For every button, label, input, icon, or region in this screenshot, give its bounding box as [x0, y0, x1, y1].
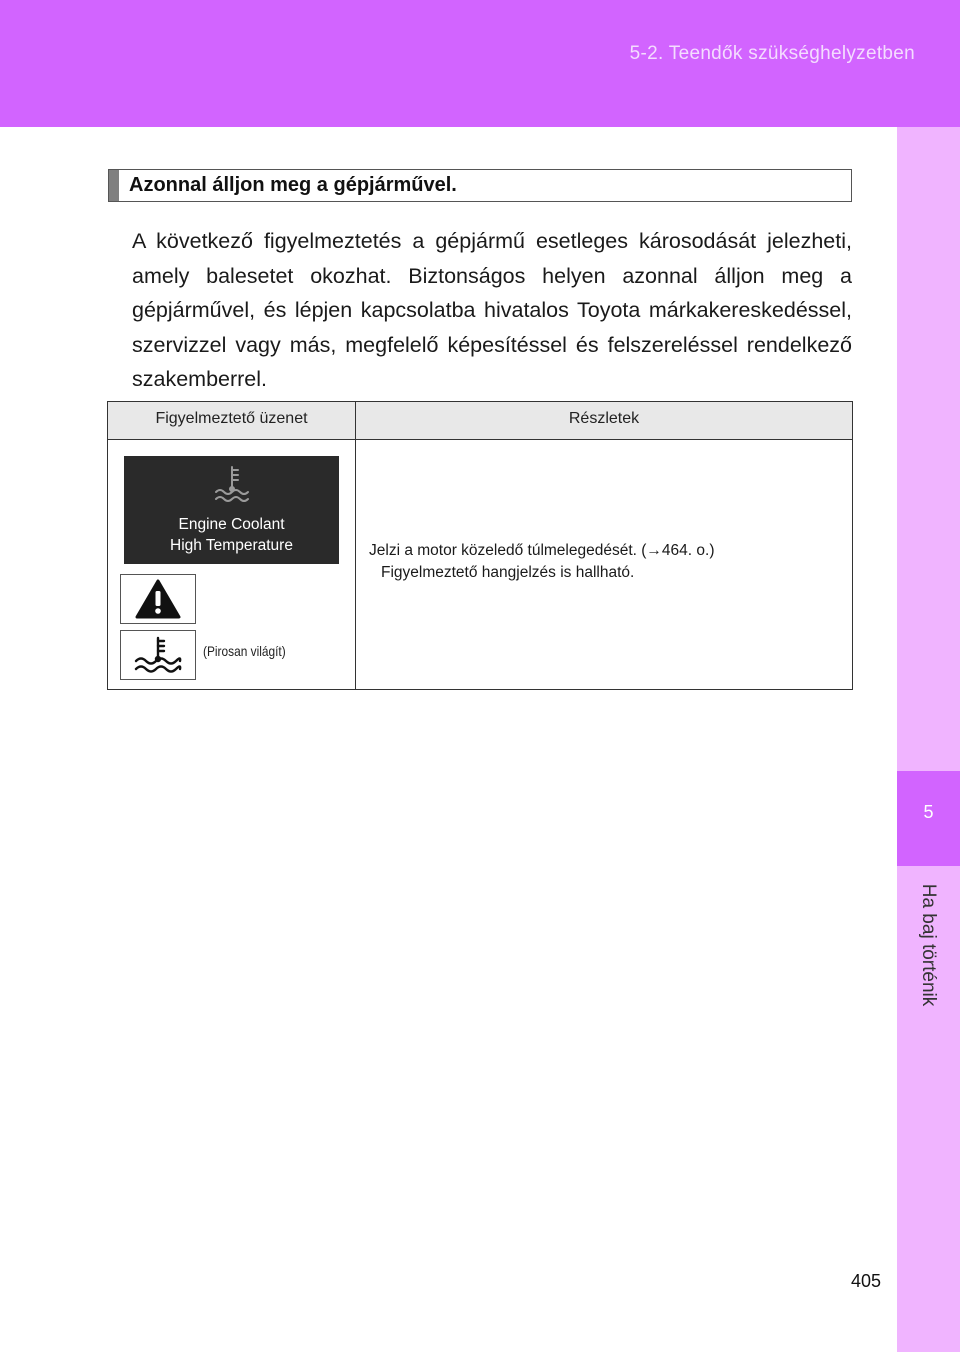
section-title: 5-2. Teendők szükséghelyzetben [629, 43, 915, 64]
column-divider [355, 440, 356, 689]
column-header-details: Részletek [356, 402, 852, 440]
light-color-note: (Pirosan világít) [203, 643, 286, 659]
heading-box [108, 169, 852, 202]
side-tab [897, 127, 960, 1352]
heading-tab [109, 170, 119, 201]
details-text [369, 540, 839, 584]
display-line-2: High Temperature [170, 537, 293, 554]
heading-text: Azonnal álljon meg a gépjárművel. [129, 174, 457, 196]
column-header-message: Figyelmeztető üzenet [108, 402, 356, 440]
warning-table [107, 401, 853, 690]
intro-paragraph: A következő figyelmeztetés a gépjármű esetleges károsodását jelezheti, amely balesetet okozhat. Biztonságos helyen azonnal álljon meg a gépjárművel, és lépjen kapcsolatba hivatalos Toyota márkakereskedéssel, szervizzel vagy más, megfelelő képesítéssel és felszereléssel rendelkező szakemberrel. [132, 229, 852, 391]
warning-triangle-icon [135, 579, 181, 619]
chapter-number: 5 [923, 802, 934, 822]
coolant-temperature-icon [130, 635, 186, 675]
page-number: 405 [851, 1271, 882, 1291]
master-warning-light [120, 574, 196, 624]
details-line-1: Jelzi a motor közeledő túlmelegedését. (→464. o.) [369, 542, 715, 559]
chapter-title: Ha baj történik [918, 883, 939, 1007]
coolant-warning-light [120, 630, 196, 680]
coolant-temperature-icon [213, 464, 251, 504]
multi-information-display [124, 456, 339, 564]
display-line-1: Engine Coolant [178, 516, 285, 533]
details-line-2: Figyelmeztető hangjelzés is hallható. [381, 564, 635, 581]
